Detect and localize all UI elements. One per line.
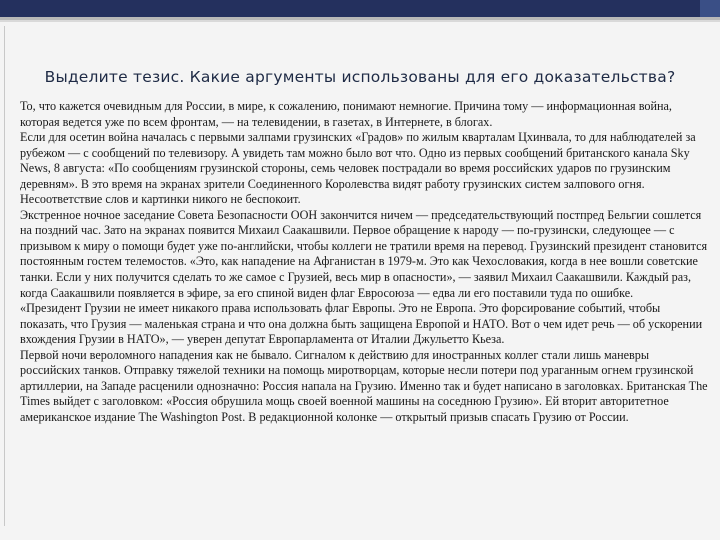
paragraph-4: «Президент Грузии не имеет никакого права использовать флаг Европы. Это не Европа. Это форсирование событий, чтобы показать, что Грузия — маленькая страна и что она должна быть защищена Европой и НАТО. Вот о чем идет речь — об ускорении вхождения Грузии в НАТО», — уверен депутат Европарламента от Италии Джульетто Кьеза. xyxy=(20,301,703,347)
paragraph-3: Экстренное ночное заседание Совета Безопасности ООН закончится ничем — председательствующий постпред Бельгии сошлется на поздний час. Зато на экранах появится Михаил Саакашвили. Первое обращение к народу — по-грузински, следующее — с призывом к миру о помощи будет уже по-английски, чтобы коллеги не тратили время на перевод. Грузинский президент становится постоянным гостем телемостов. «Это, как нападение на Афганистан в 1979-м. Это как Чехословакия, когда в нее вошли советские танки. Если у них получится сделать то же самое с Грузией, весь мир в опасности», — заявил Михаил Саакашвили. Каждый раз, когда Саакашвили появляется в эфире, за его спиной виден флаг Евросоюза — едва ли его поставили туда по ошибке. xyxy=(20,207,708,300)
text-body xyxy=(20,99,710,425)
paragraph-5: Первой ночи вероломного нападения как не бывало. Сигналом к действию для иностранных коллег стали лишь маневры российских танков. Отправку тяжелой техники на помощь миротворцам, которые несли потери под ураганным огнем грузинской артиллерии, на Западе расценили однозначно: Россия напала на Грузию. Именно так и будет написано в заголовках. Британская The Times выйдет с заголовком: «Россия обрушила мощь своей военной машины на соседнюю Грузию». Ей вторит авторитетное американское издание The Washington Post. В редакционной колонке — открытый призыв спасать Грузию от России. xyxy=(20,347,708,424)
header-divider xyxy=(0,17,720,20)
paragraph-2: Если для осетин война началась с первыми залпами грузинских «Градов» по жилым кварталам Цхинвала, то для наблюдателей за рубежом — с сообщений по телевизору. А увидеть там можно было вот что. Одно из первых сообщений британского канала Sky News, 8 августа: «По сообщениям грузинской стороны, семь человек пострадали во время российских ударов по грузинским деревням». В это время на экранах зрители Соединенного Королевства видят работу грузинских систем залпового огня. Несоответствие слов и картинки никого не беспокоит. xyxy=(20,130,696,207)
header-bar-dark xyxy=(0,0,700,17)
slide-title: Выделите тезис. Какие аргументы использованы для его доказательства? xyxy=(44,68,676,86)
paragraph-1: То, что кажется очевидным для России, в мире, к сожалению, понимают немногие. Причина тому — информационная война, которая ведется уже по всем фронтам, — на телевидении, в газетах, в Интернете, в блогах. xyxy=(20,99,672,129)
left-border-line xyxy=(4,26,5,526)
header-bar-accent xyxy=(700,0,720,17)
